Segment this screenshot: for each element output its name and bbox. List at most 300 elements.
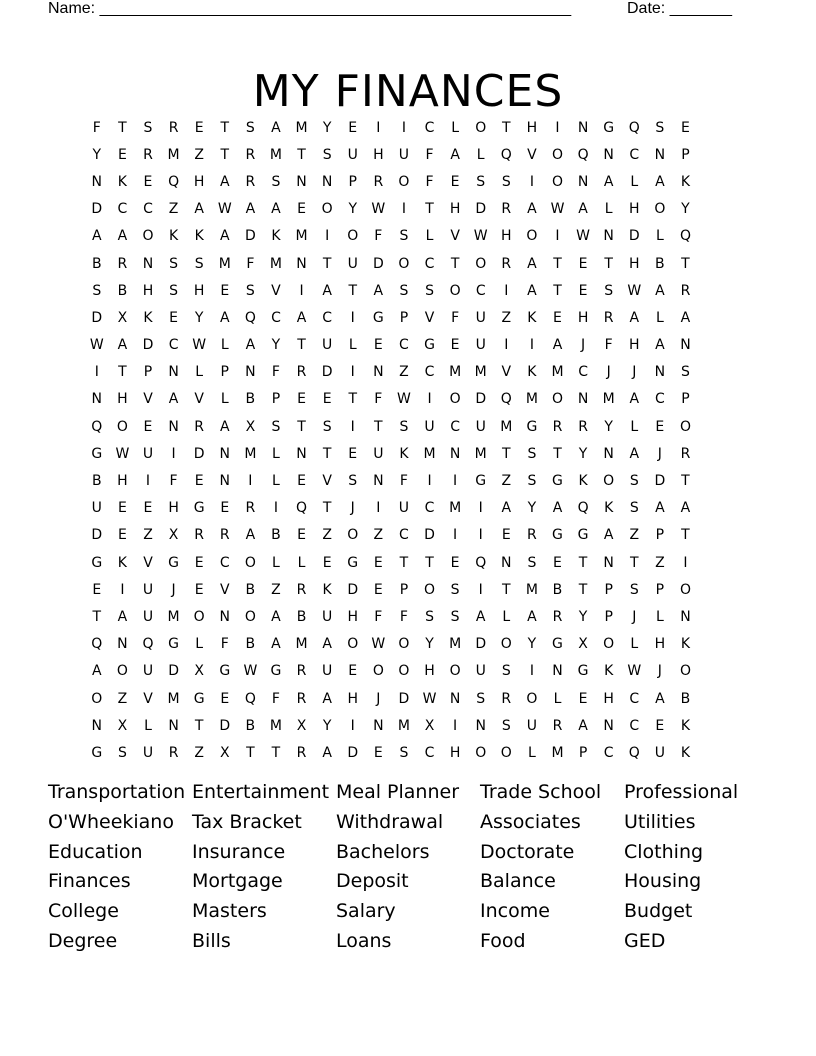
grid-letter[interactable]: S: [629, 581, 639, 598]
grid-letter[interactable]: D: [628, 228, 640, 245]
grid-letter[interactable]: R: [219, 527, 230, 544]
grid-letter[interactable]: N: [501, 554, 512, 571]
grid-letter[interactable]: W: [217, 201, 232, 218]
grid-letter[interactable]: J: [171, 581, 176, 598]
grid-letter[interactable]: Q: [475, 554, 487, 571]
grid-letter[interactable]: P: [399, 309, 409, 326]
grid-letter[interactable]: U: [322, 663, 333, 680]
grid-letter[interactable]: I: [427, 473, 432, 490]
grid-letter[interactable]: B: [655, 255, 665, 272]
grid-letter[interactable]: N: [373, 717, 384, 734]
grid-letter[interactable]: T: [374, 418, 383, 435]
grid-letter[interactable]: C: [578, 364, 588, 381]
grid-letter[interactable]: P: [681, 146, 690, 163]
grid-letter[interactable]: S: [92, 282, 102, 299]
grid-letter[interactable]: O: [372, 663, 384, 680]
grid-letter[interactable]: A: [552, 337, 563, 354]
grid-letter[interactable]: Z: [271, 581, 281, 598]
grid-letter[interactable]: D: [475, 201, 487, 218]
grid-letter[interactable]: L: [272, 445, 280, 462]
grid-letter[interactable]: O: [679, 663, 691, 680]
grid-letter[interactable]: F: [271, 364, 280, 381]
grid-letter[interactable]: O: [603, 473, 615, 490]
grid-letter[interactable]: S: [399, 418, 409, 435]
grid-letter[interactable]: G: [552, 473, 563, 490]
grid-letter[interactable]: O: [449, 663, 461, 680]
grid-letter[interactable]: I: [94, 364, 99, 381]
grid-letter[interactable]: J: [606, 364, 611, 381]
grid-letter[interactable]: X: [245, 418, 256, 435]
grid-letter[interactable]: N: [296, 445, 307, 462]
grid-letter[interactable]: A: [578, 717, 588, 734]
grid-letter[interactable]: G: [347, 554, 359, 571]
grid-letter[interactable]: A: [527, 608, 537, 625]
grid-letter[interactable]: N: [603, 228, 614, 245]
grid-letter[interactable]: L: [195, 636, 204, 653]
grid-letter[interactable]: A: [117, 337, 128, 354]
grid-letter[interactable]: S: [245, 282, 255, 299]
grid-letter[interactable]: G: [577, 527, 589, 544]
grid-letter[interactable]: A: [219, 309, 230, 326]
grid-letter[interactable]: I: [529, 173, 534, 190]
grid-letter[interactable]: H: [629, 337, 640, 354]
grid-letter[interactable]: D: [142, 337, 154, 354]
grid-letter[interactable]: H: [117, 391, 128, 408]
grid-letter[interactable]: M: [500, 418, 513, 435]
grid-letter[interactable]: M: [602, 391, 615, 408]
grid-letter[interactable]: I: [453, 527, 458, 544]
grid-letter[interactable]: N: [117, 636, 128, 653]
grid-letter[interactable]: W: [89, 337, 104, 354]
grid-letter[interactable]: S: [604, 282, 614, 299]
grid-letter[interactable]: G: [552, 527, 563, 544]
grid-letter[interactable]: W: [397, 391, 411, 408]
grid-letter[interactable]: F: [604, 337, 613, 354]
grid-letter[interactable]: U: [526, 717, 538, 734]
grid-letter[interactable]: V: [219, 581, 230, 598]
grid-letter[interactable]: W: [576, 228, 590, 245]
grid-letter[interactable]: R: [552, 608, 563, 625]
grid-letter[interactable]: N: [577, 173, 589, 190]
grid-letter[interactable]: P: [271, 391, 281, 408]
grid-letter[interactable]: H: [347, 608, 358, 625]
grid-letter[interactable]: Q: [500, 391, 512, 408]
grid-letter[interactable]: N: [449, 445, 461, 462]
grid-letter[interactable]: U: [322, 608, 333, 625]
grid-letter[interactable]: D: [475, 636, 487, 653]
grid-letter[interactable]: B: [117, 282, 128, 299]
grid-letter[interactable]: A: [655, 282, 665, 299]
grid-letter[interactable]: N: [91, 173, 103, 190]
grid-letter[interactable]: L: [220, 337, 229, 354]
grid-letter[interactable]: C: [424, 119, 435, 136]
grid-letter[interactable]: F: [271, 690, 280, 707]
grid-letter[interactable]: L: [655, 608, 664, 625]
grid-letter[interactable]: N: [219, 445, 230, 462]
grid-letter[interactable]: M: [525, 581, 538, 598]
grid-letter[interactable]: E: [194, 473, 204, 490]
date-field-label[interactable]: Date: _______: [627, 0, 732, 17]
grid-letter[interactable]: P: [220, 364, 229, 381]
grid-letter[interactable]: O: [347, 228, 359, 245]
grid-letter[interactable]: D: [321, 364, 333, 381]
grid-letter[interactable]: T: [578, 581, 588, 598]
grid-letter[interactable]: Z: [143, 527, 153, 544]
grid-letter[interactable]: U: [424, 418, 435, 435]
grid-letter[interactable]: Y: [527, 636, 537, 653]
grid-letter[interactable]: A: [527, 255, 537, 272]
grid-letter[interactable]: Y: [194, 309, 204, 326]
grid-letter[interactable]: C: [475, 282, 486, 299]
grid-letter[interactable]: D: [219, 717, 231, 734]
grid-letter[interactable]: H: [373, 146, 384, 163]
grid-letter[interactable]: G: [219, 663, 231, 680]
grid-letter[interactable]: Z: [168, 201, 179, 218]
grid-letter[interactable]: E: [348, 119, 358, 136]
grid-letter[interactable]: R: [296, 663, 307, 680]
grid-letter[interactable]: S: [271, 418, 281, 435]
grid-letter[interactable]: R: [296, 364, 307, 381]
grid-letter[interactable]: A: [527, 201, 537, 218]
grid-letter[interactable]: L: [630, 636, 639, 653]
grid-letter[interactable]: N: [373, 364, 384, 381]
grid-letter[interactable]: H: [629, 255, 640, 272]
grid-letter[interactable]: L: [476, 146, 485, 163]
grid-letter[interactable]: N: [603, 146, 614, 163]
grid-letter[interactable]: N: [680, 337, 691, 354]
grid-letter[interactable]: L: [630, 173, 639, 190]
grid-letter[interactable]: C: [450, 418, 460, 435]
grid-letter[interactable]: D: [654, 473, 666, 490]
grid-letter[interactable]: O: [398, 173, 410, 190]
grid-letter[interactable]: E: [578, 282, 588, 299]
grid-letter[interactable]: V: [501, 364, 512, 381]
grid-letter[interactable]: A: [475, 608, 486, 625]
grid-letter[interactable]: Y: [578, 445, 588, 462]
grid-letter[interactable]: O: [91, 690, 103, 707]
grid-letter[interactable]: O: [500, 636, 512, 653]
grid-letter[interactable]: V: [143, 554, 153, 571]
grid-letter[interactable]: P: [604, 608, 613, 625]
grid-letter[interactable]: A: [271, 201, 281, 218]
grid-letter[interactable]: S: [527, 554, 537, 571]
grid-letter[interactable]: M: [397, 717, 410, 734]
grid-letter[interactable]: M: [244, 445, 257, 462]
grid-letter[interactable]: S: [117, 744, 127, 761]
grid-letter[interactable]: W: [115, 445, 130, 462]
grid-letter[interactable]: T: [425, 554, 434, 571]
grid-letter[interactable]: O: [398, 636, 410, 653]
grid-letter[interactable]: U: [475, 663, 486, 680]
grid-letter[interactable]: O: [347, 636, 359, 653]
grid-letter[interactable]: T: [502, 119, 511, 136]
grid-letter[interactable]: O: [116, 663, 128, 680]
grid-letter[interactable]: A: [271, 636, 281, 653]
grid-letter[interactable]: S: [425, 282, 434, 299]
grid-letter[interactable]: P: [655, 527, 665, 544]
grid-letter[interactable]: I: [478, 527, 483, 544]
grid-letter[interactable]: I: [401, 201, 406, 218]
grid-letter[interactable]: K: [322, 581, 332, 598]
grid-letter[interactable]: W: [627, 663, 642, 680]
grid-letter[interactable]: U: [654, 744, 665, 761]
grid-letter[interactable]: C: [603, 744, 614, 761]
grid-letter[interactable]: F: [374, 608, 383, 625]
grid-letter[interactable]: P: [143, 364, 153, 381]
grid-letter[interactable]: E: [501, 527, 511, 544]
grid-letter[interactable]: X: [219, 744, 230, 761]
grid-letter[interactable]: A: [245, 201, 256, 218]
grid-letter[interactable]: L: [630, 418, 639, 435]
grid-letter[interactable]: L: [451, 119, 460, 136]
grid-letter[interactable]: Q: [500, 146, 512, 163]
grid-letter[interactable]: T: [322, 255, 332, 272]
grid-letter[interactable]: Z: [117, 690, 128, 707]
grid-letter[interactable]: O: [526, 228, 538, 245]
grid-letter[interactable]: Y: [578, 608, 588, 625]
grid-letter[interactable]: T: [553, 445, 562, 462]
grid-letter[interactable]: T: [92, 608, 102, 625]
grid-letter[interactable]: C: [399, 337, 409, 354]
grid-letter[interactable]: T: [118, 119, 127, 136]
grid-letter[interactable]: A: [603, 173, 614, 190]
grid-letter[interactable]: E: [553, 554, 562, 571]
grid-letter[interactable]: D: [91, 309, 103, 326]
grid-letter[interactable]: N: [475, 717, 486, 734]
grid-letter[interactable]: U: [398, 146, 410, 163]
grid-letter[interactable]: I: [453, 473, 458, 490]
grid-letter[interactable]: L: [655, 228, 664, 245]
grid-letter[interactable]: U: [142, 445, 154, 462]
grid-letter[interactable]: M: [295, 636, 308, 653]
grid-letter[interactable]: Y: [681, 201, 690, 218]
grid-letter[interactable]: V: [450, 228, 460, 245]
grid-letter[interactable]: N: [168, 717, 179, 734]
grid-letter[interactable]: K: [680, 173, 691, 190]
grid-letter[interactable]: L: [655, 309, 664, 326]
grid-letter[interactable]: M: [449, 364, 462, 381]
grid-letter[interactable]: X: [296, 717, 307, 734]
grid-letter[interactable]: I: [427, 391, 432, 408]
grid-letter[interactable]: D: [347, 744, 359, 761]
grid-letter[interactable]: R: [296, 690, 307, 707]
grid-letter[interactable]: Q: [577, 146, 589, 163]
grid-letter[interactable]: K: [168, 228, 179, 245]
grid-letter[interactable]: S: [322, 146, 332, 163]
grid-letter[interactable]: Z: [501, 309, 512, 326]
grid-letter[interactable]: J: [657, 663, 662, 680]
grid-letter[interactable]: H: [347, 690, 358, 707]
grid-letter[interactable]: K: [527, 364, 537, 381]
grid-letter[interactable]: U: [373, 445, 384, 462]
grid-letter[interactable]: A: [322, 636, 332, 653]
grid-letter[interactable]: I: [376, 119, 381, 136]
grid-letter[interactable]: O: [449, 282, 461, 299]
grid-letter[interactable]: H: [629, 201, 640, 218]
grid-letter[interactable]: T: [604, 255, 613, 272]
grid-letter[interactable]: E: [348, 445, 358, 462]
grid-letter[interactable]: C: [654, 391, 665, 408]
grid-letter[interactable]: I: [401, 119, 406, 136]
grid-letter[interactable]: K: [578, 473, 588, 490]
grid-letter[interactable]: C: [143, 201, 153, 218]
grid-letter[interactable]: T: [297, 418, 306, 435]
grid-letter[interactable]: K: [527, 309, 537, 326]
grid-letter[interactable]: A: [219, 228, 230, 245]
grid-letter[interactable]: B: [91, 473, 102, 490]
grid-letter[interactable]: O: [244, 608, 256, 625]
grid-letter[interactable]: N: [245, 364, 256, 381]
grid-letter[interactable]: M: [551, 364, 564, 381]
grid-letter[interactable]: H: [142, 282, 154, 299]
grid-letter[interactable]: U: [475, 309, 486, 326]
grid-letter[interactable]: N: [449, 690, 461, 707]
grid-letter[interactable]: E: [450, 173, 460, 190]
grid-letter[interactable]: A: [245, 337, 256, 354]
grid-letter[interactable]: I: [504, 282, 509, 299]
grid-letter[interactable]: A: [680, 500, 691, 517]
grid-letter[interactable]: E: [348, 663, 358, 680]
grid-letter[interactable]: S: [143, 119, 153, 136]
grid-letter[interactable]: E: [553, 309, 562, 326]
grid-letter[interactable]: X: [194, 663, 204, 680]
grid-letter[interactable]: H: [501, 228, 512, 245]
grid-letter[interactable]: T: [220, 119, 230, 136]
grid-letter[interactable]: Z: [194, 744, 204, 761]
grid-letter[interactable]: M: [269, 255, 282, 272]
grid-letter[interactable]: E: [117, 146, 127, 163]
grid-letter[interactable]: C: [424, 364, 435, 381]
grid-letter[interactable]: Q: [142, 636, 154, 653]
grid-letter[interactable]: I: [555, 228, 560, 245]
grid-letter[interactable]: W: [550, 201, 565, 218]
grid-letter[interactable]: Q: [628, 744, 640, 761]
grid-letter[interactable]: A: [629, 445, 640, 462]
grid-letter[interactable]: A: [271, 119, 281, 136]
grid-letter[interactable]: J: [632, 608, 637, 625]
grid-letter[interactable]: A: [655, 500, 665, 517]
grid-letter[interactable]: U: [142, 744, 154, 761]
grid-letter[interactable]: R: [501, 201, 512, 218]
grid-letter[interactable]: A: [194, 201, 204, 218]
grid-letter[interactable]: S: [425, 608, 434, 625]
grid-letter[interactable]: A: [168, 391, 179, 408]
grid-letter[interactable]: T: [425, 201, 434, 218]
grid-letter[interactable]: I: [350, 418, 355, 435]
grid-letter[interactable]: T: [246, 744, 255, 761]
grid-letter[interactable]: O: [551, 146, 563, 163]
grid-letter[interactable]: E: [143, 173, 153, 190]
grid-letter[interactable]: B: [296, 608, 307, 625]
grid-letter[interactable]: F: [374, 228, 383, 245]
grid-letter[interactable]: P: [348, 173, 357, 190]
grid-letter[interactable]: N: [219, 608, 230, 625]
grid-letter[interactable]: T: [322, 445, 332, 462]
grid-letter[interactable]: Y: [527, 500, 537, 517]
grid-letter[interactable]: H: [449, 744, 461, 761]
grid-letter[interactable]: C: [117, 201, 128, 218]
grid-letter[interactable]: T: [220, 146, 230, 163]
grid-letter[interactable]: A: [322, 690, 332, 707]
grid-letter[interactable]: R: [527, 527, 537, 544]
grid-letter[interactable]: D: [91, 201, 103, 218]
grid-letter[interactable]: R: [552, 717, 563, 734]
grid-letter[interactable]: R: [501, 255, 512, 272]
grid-letter[interactable]: N: [168, 418, 179, 435]
grid-letter[interactable]: G: [577, 663, 589, 680]
grid-letter[interactable]: L: [604, 201, 613, 218]
grid-letter[interactable]: R: [296, 581, 307, 598]
grid-letter[interactable]: E: [92, 581, 102, 598]
grid-letter[interactable]: U: [347, 255, 358, 272]
grid-letter[interactable]: T: [118, 364, 127, 381]
grid-letter[interactable]: S: [501, 173, 511, 190]
grid-letter[interactable]: W: [473, 228, 488, 245]
grid-letter[interactable]: R: [245, 173, 256, 190]
grid-letter[interactable]: G: [193, 690, 205, 707]
grid-letter[interactable]: N: [142, 255, 154, 272]
grid-letter[interactable]: N: [373, 473, 384, 490]
grid-letter[interactable]: V: [527, 146, 537, 163]
grid-letter[interactable]: G: [168, 636, 179, 653]
grid-letter[interactable]: L: [425, 228, 434, 245]
grid-letter[interactable]: G: [91, 445, 103, 462]
grid-letter[interactable]: T: [348, 391, 358, 408]
grid-letter[interactable]: E: [169, 309, 178, 326]
grid-letter[interactable]: E: [117, 500, 127, 517]
grid-letter[interactable]: J: [376, 690, 381, 707]
grid-letter[interactable]: Z: [322, 527, 332, 544]
grid-letter[interactable]: N: [680, 608, 691, 625]
grid-letter[interactable]: N: [654, 146, 666, 163]
grid-letter[interactable]: M: [295, 119, 308, 136]
grid-letter[interactable]: D: [424, 527, 435, 544]
grid-letter[interactable]: O: [142, 228, 154, 245]
grid-letter[interactable]: K: [143, 309, 153, 326]
grid-letter[interactable]: M: [269, 146, 282, 163]
grid-letter[interactable]: D: [193, 445, 205, 462]
grid-letter[interactable]: S: [450, 608, 460, 625]
grid-letter[interactable]: T: [681, 527, 690, 544]
grid-letter[interactable]: S: [501, 717, 511, 734]
grid-letter[interactable]: E: [578, 255, 588, 272]
grid-letter[interactable]: E: [220, 500, 230, 517]
grid-letter[interactable]: N: [91, 717, 103, 734]
grid-letter[interactable]: T: [322, 500, 332, 517]
grid-letter[interactable]: K: [117, 173, 127, 190]
grid-letter[interactable]: L: [527, 744, 536, 761]
grid-letter[interactable]: F: [374, 391, 383, 408]
grid-letter[interactable]: O: [603, 636, 615, 653]
grid-letter[interactable]: A: [245, 527, 256, 544]
grid-letter[interactable]: D: [398, 690, 410, 707]
grid-letter[interactable]: C: [399, 527, 409, 544]
grid-letter[interactable]: E: [373, 337, 383, 354]
grid-letter[interactable]: I: [325, 228, 330, 245]
grid-letter[interactable]: A: [92, 228, 102, 245]
grid-letter[interactable]: U: [475, 418, 486, 435]
grid-letter[interactable]: M: [423, 445, 436, 462]
grid-letter[interactable]: I: [529, 337, 534, 354]
grid-letter[interactable]: E: [220, 282, 230, 299]
grid-letter[interactable]: T: [502, 581, 511, 598]
grid-letter[interactable]: R: [603, 309, 614, 326]
grid-letter[interactable]: Z: [194, 146, 204, 163]
grid-letter[interactable]: H: [526, 119, 538, 136]
grid-letter[interactable]: S: [245, 119, 255, 136]
grid-letter[interactable]: R: [501, 690, 512, 707]
grid-letter[interactable]: I: [529, 663, 534, 680]
